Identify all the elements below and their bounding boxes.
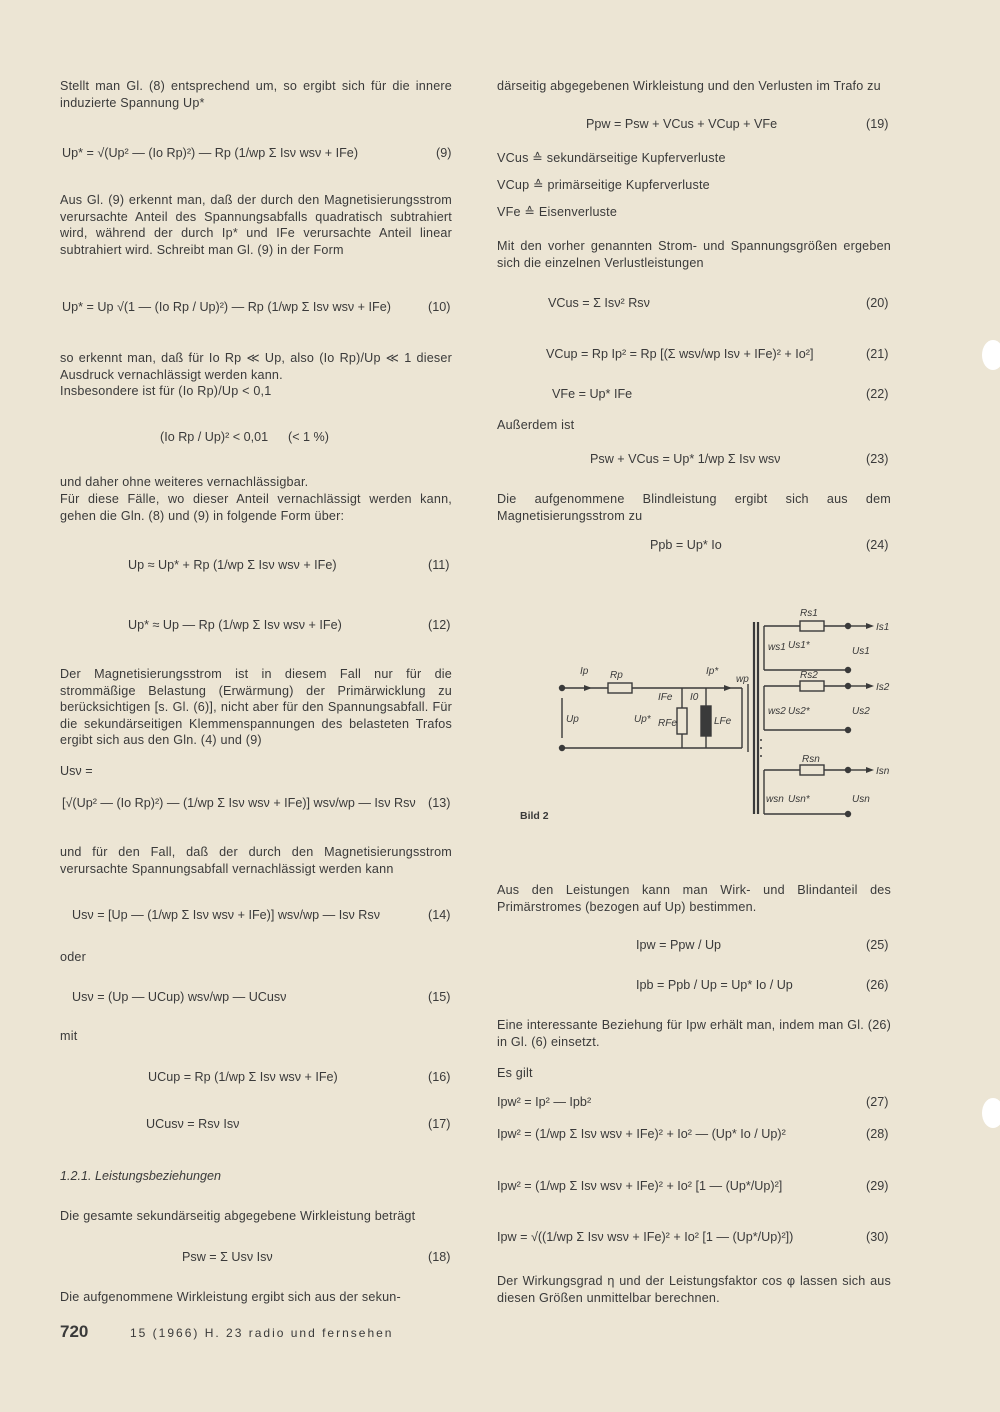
equation-number: (16) <box>428 1070 451 1084</box>
equation-number: (11) <box>428 558 450 572</box>
equation-number: (23) <box>866 452 889 466</box>
label-is1: Is1 <box>876 622 890 633</box>
equation-9: Up* = √(Up² — (Io Rp)²) — Rp (1/wp Σ Isν wsν + IFe) <box>62 146 359 160</box>
equation-22: VFe = Up* IFe <box>552 387 633 401</box>
equation-number: (29) <box>866 1179 889 1193</box>
equation-number: (15) <box>428 990 451 1004</box>
paragraph: Außerdem ist <box>497 418 575 432</box>
label-us2: Us2 <box>852 706 870 717</box>
equation-number: (12) <box>428 618 451 632</box>
equation-number: (27) <box>866 1095 889 1109</box>
equation-number: (28) <box>866 1127 889 1141</box>
equation-number: (20) <box>866 296 889 310</box>
equation-12: Up* ≈ Up — Rp (1/wp Σ Isν wsν + IFe) <box>128 618 342 632</box>
paragraph: und daher ohne weiteres vernachlässigbar. <box>60 475 309 489</box>
label-usn: Usn <box>852 794 870 805</box>
paragraph: Stellt man Gl. (8) entsprechend um, so ergibt sich für die innere induzierte Spannung Up* <box>60 79 452 110</box>
paragraph: Mit den vorher genannten Strom- und Spannungsgrößen ergeben sich die einzelnen Verlustleistungen <box>497 239 891 270</box>
paragraph: und für den Fall, daß der durch den Magnetisierungsstrom verursachte Spannungsabfall vernachlässigt werden kann <box>60 845 452 876</box>
equation-19: Ppw = Psw + VCus + VCup + VFe <box>586 117 778 131</box>
equation-number: (14) <box>428 908 451 922</box>
label-rsn: Rsn <box>802 754 820 765</box>
equation-13: [√(Up² — (Io Rp)²) — (1/wp Σ Isν wsν + IFe)] wsν/wp — Isν Rsν <box>62 796 416 810</box>
equation-11: Up ≈ Up* + Rp (1/wp Σ Isν wsν + IFe) <box>128 558 337 572</box>
paragraph: därseitig abgegebenen Wirkleistung und den Verlusten im Trafo zu <box>497 79 881 93</box>
inequality-percent: (< 1 %) <box>288 430 329 444</box>
paragraph: Die gesamte sekundärseitig abgegebene Wirkleistung beträgt <box>60 1209 416 1223</box>
equation-28: Ipw² = (1/wp Σ Isν wsν + IFe)² + Io² — (Up* Io / Up)² <box>497 1127 786 1141</box>
paragraph: so erkennt man, daß für Io Rp ≪ Up, also (Io Rp)/Up ≪ 1 dieser Ausdruck vernachlässigt werden kann. <box>60 351 452 382</box>
page-number: 720 <box>60 1322 89 1341</box>
equation-number: (13) <box>428 796 451 810</box>
figure-caption: Bild 2 <box>520 810 549 822</box>
equation-16: UCup = Rp (1/wp Σ Isν wsν + IFe) <box>148 1070 338 1084</box>
label-ws1: ws1 <box>768 642 786 653</box>
label-rp: Rp <box>610 670 623 681</box>
paragraph: Der Wirkungsgrad η und der Leistungsfaktor cos φ lassen sich aus diesen Größen unmittelbar berechnen. <box>497 1274 891 1305</box>
inequality: (Io Rp / Up)² < 0,01 <box>160 430 269 444</box>
word-oder: oder <box>60 950 87 964</box>
equation-21: VCup = Rp Ip² = Rp [(Σ wsν/wp Isν + IFe)² + Io²] <box>546 347 814 361</box>
label-ip: Ip <box>580 666 589 677</box>
equation-29: Ipw² = (1/wp Σ Isν wsν + IFe)² + Io² [1 — (Up*/Up)²] <box>497 1179 783 1193</box>
equation-number: (10) <box>428 300 451 314</box>
punch-hole-bottom <box>982 1098 1000 1128</box>
equation-20: VCus = Σ Isν² Rsν <box>548 296 650 310</box>
paragraph: Es gilt <box>497 1066 533 1080</box>
equation-30: Ipw = √((1/wp Σ Isν wsν + IFe)² + Io² [1 — (Up*/Up)²]) <box>497 1230 794 1244</box>
equation-26: Ipb = Ppb / Up = Up* Io / Up <box>636 978 793 992</box>
word-mit: mit <box>60 1029 78 1043</box>
label-up-star: Up* <box>634 714 651 725</box>
footer-source: 15 (1966) H. 23 radio und fernsehen <box>130 1326 394 1340</box>
equation-number: (24) <box>866 538 889 552</box>
equation-14: Usν = [Up — (1/wp Σ Isν wsν + IFe)] wsν/wp — Isν Rsν <box>72 908 380 922</box>
label-rs2: Rs2 <box>800 670 818 681</box>
equation-10: Up* = Up √(1 — (Io Rp / Up)²) — Rp (1/wp Σ Isν wsν + IFe) <box>62 300 391 314</box>
equation-number: (22) <box>866 387 889 401</box>
equation-number: (26) <box>866 978 889 992</box>
definition: VFe ≙ Eisenverluste <box>497 205 618 219</box>
label-rfe: RFe <box>658 718 677 729</box>
equation-25: Ipw = Ppw / Up <box>636 938 722 952</box>
punch-hole-top <box>982 340 1000 370</box>
label-us1: Us1 <box>852 646 870 657</box>
equation-23: Psw + VCus = Up* 1/wp Σ Isν wsν <box>590 452 781 466</box>
label-us2-star: Us2* <box>788 706 810 717</box>
label-ip-star: Ip* <box>706 666 719 677</box>
section-heading: 1.2.1. Leistungsbeziehungen <box>60 1169 222 1183</box>
label-wp: wp <box>736 674 749 685</box>
equation-27: Ipw² = Ip² — Ipb² <box>497 1095 592 1109</box>
equation-number: (19) <box>866 117 889 131</box>
label-i0: I0 <box>690 692 699 703</box>
equation-13-lhs: Usν = <box>60 764 93 778</box>
paragraph: Die aufgenommene Wirkleistung ergibt sich aus der sekun- <box>60 1290 401 1304</box>
equation-number: (9) <box>436 146 452 160</box>
paragraph: Für diese Fälle, wo dieser Anteil vernachlässigt werden kann, gehen die Gln. (8) und (9) in folgende Form über: <box>60 492 452 523</box>
paragraph: Aus Gl. (9) erkennt man, daß der durch den Magnetisierungsstrom verursachte Anteil des Spannungsabfalls quadratisch subtrahiert wird, während der durch Ip* und IFe verursachte Anteil linear subtrahiert wird. Schreibt man Gl. (9) in der Form <box>60 193 452 257</box>
label-isn: Isn <box>876 766 890 777</box>
label-wsn: wsn <box>766 794 784 805</box>
definition: VCus ≙ sekundärseitige Kupferverluste <box>497 151 726 165</box>
equation-number: (18) <box>428 1250 451 1264</box>
label-up: Up <box>566 714 579 725</box>
equation-number: (25) <box>866 938 889 952</box>
paragraph: Eine interessante Beziehung für Ipw erhält man, indem man Gl. (26) in Gl. (6) einsetzt. <box>497 1018 891 1049</box>
equation-number: (30) <box>866 1230 889 1244</box>
label-rs1: Rs1 <box>800 608 818 619</box>
transformer-circuit-diagram <box>510 598 900 828</box>
equation-17: UCusν = Rsν Isν <box>146 1117 240 1131</box>
equation-24: Ppb = Up* Io <box>650 538 722 552</box>
label-is2: Is2 <box>876 682 890 693</box>
label-ws2: ws2 <box>768 706 786 717</box>
label-us1-star: Us1* <box>788 640 810 651</box>
definition: VCup ≙ primärseitige Kupferverluste <box>497 178 710 192</box>
label-usn-star: Usn* <box>788 794 810 805</box>
paragraph: Insbesondere ist für (Io Rp)/Up < 0,1 <box>60 384 272 398</box>
equation-15: Usν = (Up — UCup) wsν/wp — UCusν <box>72 990 287 1004</box>
equation-18: Psw = Σ Usν Isν <box>182 1250 273 1264</box>
equation-number: (17) <box>428 1117 451 1131</box>
equation-number: (21) <box>866 347 889 361</box>
paragraph: Die aufgenommene Blindleistung ergibt sich aus dem Magnetisierungsstrom zu <box>497 492 891 523</box>
label-lfe: LFe <box>714 716 732 727</box>
paragraph: Der Magnetisierungsstrom ist in diesem Fall nur für die strommäßige Belastung (Erwärmung) der Primärwicklung zu berücksichtigen [s. Gl. (6)], nicht aber für den Spannungsabfall. Für die sekundärseitigen Klemmenspannungen des belasteten Trafos ergibt sich aus den Gln. (4) und (9) <box>60 667 452 747</box>
paragraph: Aus den Leistungen kann man Wirk- und Blindanteil des Primärstromes (bezogen auf Up) bestimmen. <box>497 883 891 914</box>
label-ife: IFe <box>658 692 673 703</box>
